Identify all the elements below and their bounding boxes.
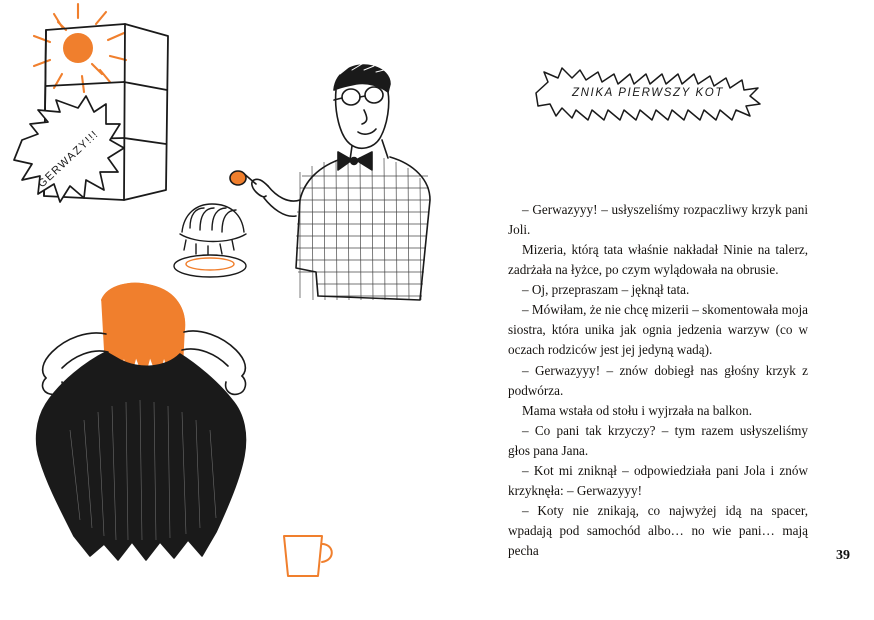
sun-icon: [34, 4, 126, 92]
girl-figure: [37, 284, 246, 560]
paragraph: – Kot mi zniknął – odpowiedziała pani Jola i znów krzyknęła: – Gerwazyyy!: [508, 462, 808, 498]
paragraph: – Co pani tak krzyczy? – tym razem usłyszeliśmy głos pana Jana.: [508, 422, 808, 458]
plate: [174, 255, 246, 277]
mug: [284, 536, 332, 576]
page-number: 39: [836, 548, 850, 563]
paragraph: – Gerwazyyy! – usłyszeliśmy rozpaczliwy krzyk pani Joli.: [508, 202, 808, 238]
chapter-banner-label: ZNIKA PIERWSZY KOT: [572, 87, 724, 99]
paragraph: – Gerwazyyy! – znów dobiegł nas głośny krzyk z podwórza.: [508, 362, 808, 398]
speech-bubble-text: GERWAZY!!!: [35, 128, 102, 191]
paragraph: – Oj, przepraszam – jęknął tata.: [522, 282, 690, 298]
paragraph: – Mówiłam, że nie chcę mizerii – skomentowała moja siostra, która unika jak ognia jedzenia warzyw (co w oczach rodziców jest jej jedyną wadą).: [508, 302, 809, 358]
speech-bubble: [14, 96, 124, 202]
body-text-column: [508, 200, 808, 561]
paragraph: – Koty nie znikają, co najwyżej idą na spacer, wpadają pod samochód albo… no wie pani… mają pecha: [508, 502, 808, 559]
chapter-banner: [528, 62, 768, 124]
man-figure: [230, 64, 430, 300]
food-pile: [180, 204, 246, 256]
paragraph: Mama wstała od stołu i wyjrzała na balkon.: [522, 402, 752, 418]
paragraph: Mizeria, którą tata właśnie nakładał Ninie na talerz, zadrżała na łyżce, po czym wylądowała na obrusie.: [508, 242, 808, 278]
